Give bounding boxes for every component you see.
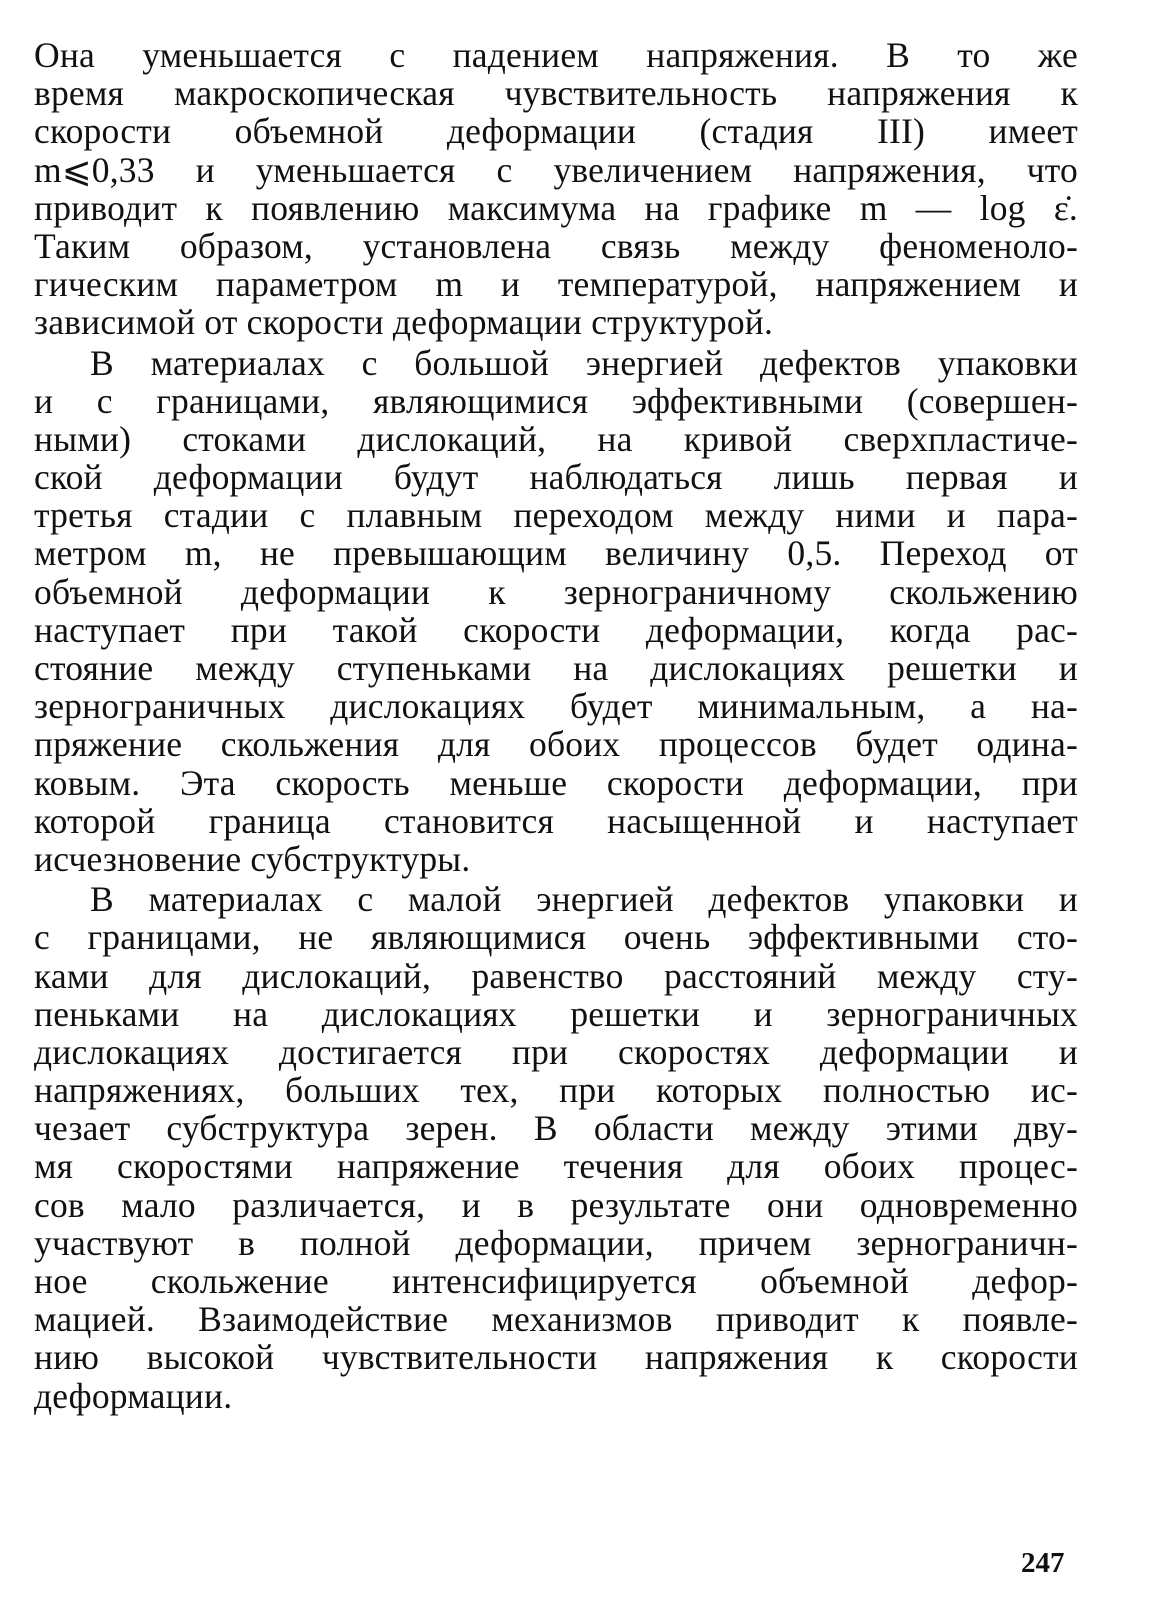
text-line: ковым. Эта скорость меньше скорости деформации, при — [34, 762, 1078, 803]
text-line: чезает субструктура зерен. В области между этими дву- — [34, 1108, 1078, 1149]
text-line: участвуют в полной деформации, причем зернограничн- — [34, 1222, 1078, 1263]
text-line: сов мало различается, и в результате они одновременно — [34, 1184, 1078, 1225]
text-line: деформации. — [34, 1375, 233, 1416]
text-line: стояние между ступеньками на дислокациях решетки и — [34, 648, 1078, 688]
text-line: время макроскопическая чувствительность напряжения к — [34, 73, 1078, 114]
text-line: ное скольжение интенсифицируется объемной дефор- — [34, 1261, 1078, 1301]
text-line: исчезновение субструктуры. — [34, 838, 471, 879]
text-line: ками для дислокаций, равенство расстояний между сту- — [34, 955, 1078, 996]
text-line: В материалах с малой энергией дефектов упаковки и — [90, 879, 1078, 920]
text-line: и с границами, являющимися эффективными (совершен- — [34, 380, 1078, 421]
text-line: напряжениях, больших тех, при которых полностью ис- — [34, 1070, 1078, 1111]
text-line: приводит к появлению максимума на графике m — log ε̇. — [34, 187, 1078, 228]
text-line: мацией. Взаимодействие механизмов приводит к появле- — [34, 1299, 1078, 1340]
text-line: мя скоростями напряжение течения для обоих процес- — [34, 1146, 1078, 1187]
text-line: метром m, не превышающим величину 0,5. Переход от — [34, 533, 1078, 574]
text-line: зависимой от скорости деформации структурой. — [34, 302, 774, 343]
text-line: m⩽0,33 и уменьшается с увеличением напряжения, что — [34, 149, 1078, 190]
text-line: ными) стоками дислокаций, на кривой сверхпластиче- — [34, 418, 1078, 459]
text-line: объемной деформации к зернограничному скольжению — [34, 571, 1078, 612]
text-line: наступает при такой скорости деформации, когда рас- — [34, 609, 1078, 650]
text-line: гическим параметром m и температурой, напряжением и — [34, 264, 1078, 305]
text-line: пеньками на дислокациях решетки и зернограничных — [34, 993, 1078, 1034]
text-line: ской деформации будут наблюдаться лишь первая и — [34, 457, 1078, 498]
text-line: дислокациях достигается при скоростях деформации и — [34, 1031, 1078, 1072]
text-line: с границами, не являющимися очень эффективными сто- — [34, 917, 1078, 958]
text-line: Таким образом, установлена связь между феноменоло- — [34, 225, 1078, 266]
paragraph-3 — [34, 880, 1078, 1415]
text-line: Она уменьшается с падением напряжения. В то же — [34, 35, 1078, 75]
text-line: В материалах с большой энергией дефектов упаковки — [90, 342, 1078, 383]
text-line: скорости объемной деформации (стадия III) имеет — [34, 111, 1078, 152]
text-line: зернограничных дислокациях будет минимальным, а на- — [34, 686, 1078, 727]
page-body — [34, 36, 1078, 1415]
paragraph-2 — [34, 344, 1078, 879]
paragraph-1 — [34, 36, 1078, 342]
text-line: которой граница становится насыщенной и наступает — [34, 800, 1078, 841]
text-line: третья стадии с плавным переходом между ними и пара- — [34, 495, 1078, 536]
page-number: 247 — [1021, 1547, 1065, 1579]
text-line: нию высокой чувствительности напряжения к скорости — [34, 1337, 1078, 1378]
text-line: пряжение скольжения для обоих процессов будет одина- — [34, 724, 1078, 765]
